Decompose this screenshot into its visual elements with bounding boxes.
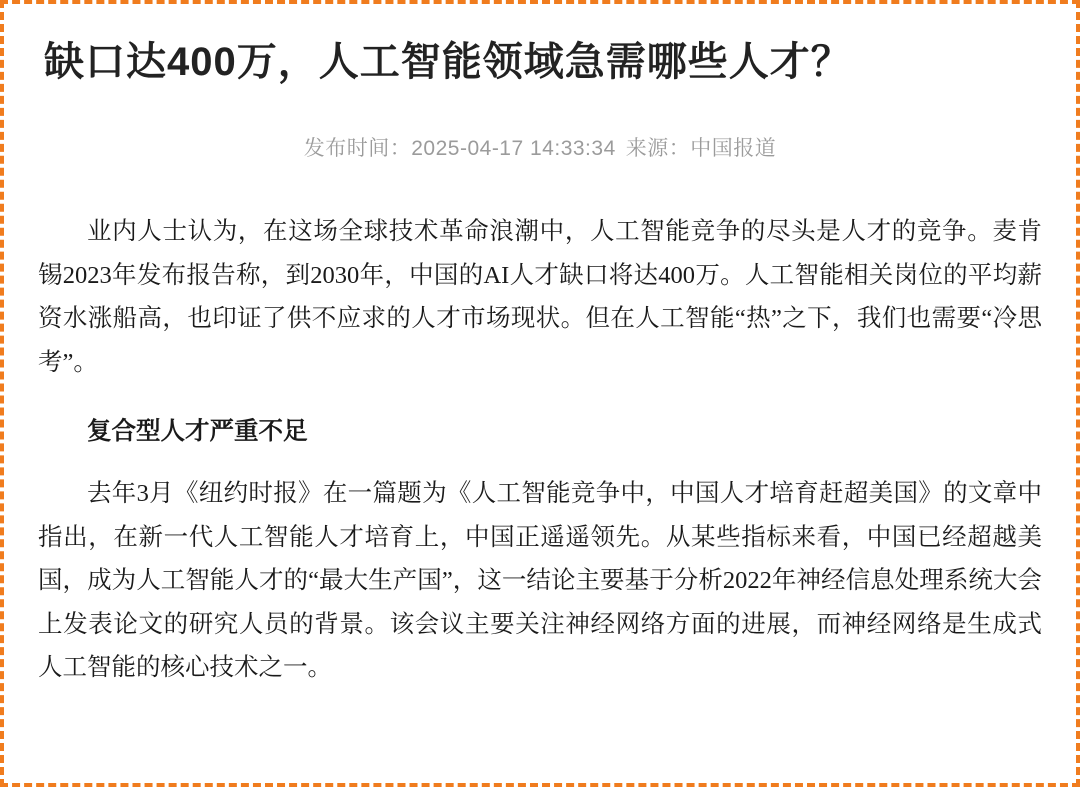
article-paragraph: 去年3月《纽约时报》在一篇题为《人工智能竞争中，中国人才培育赶超美国》的文章中指出，在新一代人工智能人才培育上，中国正遥遥领先。从某些指标来看，中国已经超越美国，成为人工智能人才的“最大生产国”，这一结论主要基于分析2022年神经信息处理系统大会上发表论文的研究人员的背景。该会议主要关注神经网络方面的进展，而神经网络是生成式人工智能的核心技术之一。 [38, 480, 1042, 682]
article-paragraph: 业内人士认为，在这场全球技术革命浪潮中，人工智能竞争的尽头是人才的竞争。麦肯锡2023年发布报告称，到2030年，中国的AI人才缺口将达400万。人工智能相关岗位的平均薪资水涨船高，也印证了供不应求的人才市场现状。但在人工智能“热”之下，我们也需要“冷思考”。 [38, 218, 1042, 376]
article-meta [38, 132, 1042, 162]
article-body [38, 210, 1042, 690]
page-title: 缺口达400万，人工智能领域急需哪些人才？ [44, 40, 852, 84]
article-subheading: 复合型人才严重不足 [87, 418, 308, 446]
publish-datetime: 2025-04-17 14:33:34 [411, 137, 616, 160]
publish-time-label: 发布时间： [303, 137, 412, 160]
source-label: 来源： [625, 137, 691, 160]
article-container [38, 36, 1042, 797]
source-name: 中国报道 [690, 137, 777, 160]
